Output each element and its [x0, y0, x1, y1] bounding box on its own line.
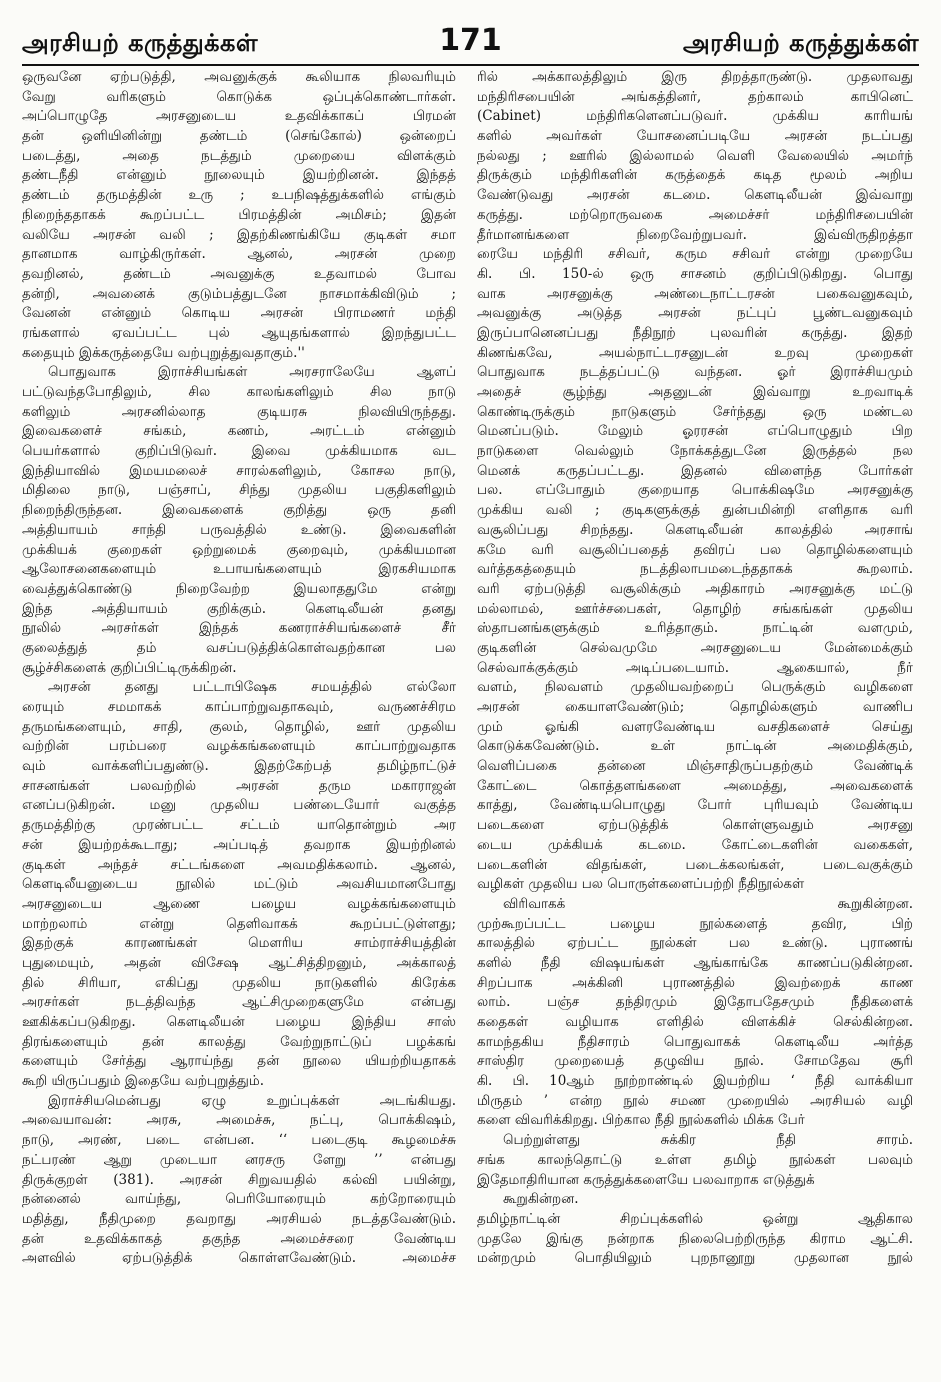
text-line: வளம், நிலவளம் முதலியவற்றைப் பெருக்கும் வழிகளை — [477, 679, 913, 696]
text-line: படைத்து, அதை நடத்தும் முறையை விளக்கும் — [22, 147, 456, 164]
text-line: மிருதம் ’ என்ற நூல் சமண முறையில் அரசியல் வழி — [477, 1092, 913, 1109]
text-line: இதேமாதிரியான கருத்துக்களையே பலவாறாக எடுத்துக் — [477, 1171, 815, 1188]
text-line: அவையாவன்: அரசு, அமைச்சு, நட்பு, பொக்கிஷம், — [22, 1112, 456, 1129]
text-line: குலைத்துத் தம் வசப்படுத்திக்கொள்வதற்கான பல — [22, 639, 456, 656]
text-line: நல்லது ; ஊரில் இல்லாமல் வெளி வேலையில் அமர்ந் — [477, 147, 913, 164]
text-line: நாடுகளை வெல்லும் நோக்கத்துடனே இருத்தல் நல — [477, 443, 913, 460]
text-line: குடிகளின் செல்வமுமே அரசனுடைய மேன்மைக்கும் — [477, 639, 913, 656]
text-line: ஸ்தாபனங்களுக்கும் உரித்தாகும். நாட்டின் வளமும், — [477, 620, 913, 637]
text-line: வெளிப்பகை தன்னை மிஞ்சாதிருப்பதற்கும் வேண்டிக் — [477, 758, 913, 775]
text-line: தீர்மானங்களை நிறைவேற்றுபவர். இவ்விருதிறத்தா — [477, 226, 913, 243]
text-line: ஒருவனே ஏற்படுத்தி, அவனுக்குக் கூலியாக நிலவரியும் — [22, 69, 456, 85]
text-line: நிறைந்திருந்தன. இவைகளைக் குறித்து ஒரு தனி — [22, 502, 456, 519]
text-line: காமந்தகிய நீதிசாரம் பொதுவாகக் கௌடிலீய அர்த்த — [477, 1033, 913, 1050]
text-line: திருக்குறள் (381). அரசன் சிறுவயதில் கல்வி பயின்று, — [22, 1171, 456, 1188]
text-line: வர்த்தகத்தையும் நடத்திலாபமடைந்ததாகக் கூறலாம். — [477, 561, 913, 578]
text-line: கொண்டிருக்கும் நாடுகளும் சேர்ந்தது ஒரு மண்டல — [477, 403, 913, 420]
text-line: செல்வாக்குக்கும் அடிப்படையாம். ஆகையால், நீர் — [477, 659, 913, 676]
text-line: காத்து, வேண்டியபொழுது போர் புரியவும் வேண்டிய — [477, 797, 913, 814]
text-line: மல்லாமல், ஊர்ச்சபைகள், தொழிற் சங்கங்கள் முதலிய — [477, 600, 913, 617]
text-line: படைகளின் விதங்கள், படைக்கலங்கள், படைவகுக்கும் — [477, 856, 913, 873]
text-line: வும் வாக்களிப்பதுண்டு. இதற்கேற்பத் தமிழ்நாட்டுச் — [22, 758, 456, 775]
text-line: இராச்சியமென்பது ஏழு உறுப்புக்கள் அடங்கியது. — [48, 1092, 456, 1109]
text-line: சன் இயற்றக்கூடாது; அப்படித் தவறாக இயற்றினல் — [22, 836, 456, 853]
text-line: தானமாக வாழ்கிருர்கள். ஆனல், அரசன் முறை — [22, 246, 456, 263]
text-line: நாடு, அரண், படை என்பன. ‘‘ படைகுடி கூழமைச்சு — [22, 1132, 456, 1149]
text-line: மந்திரிசபையின் அங்கத்தினர், தற்காலம் காபினெட் — [477, 88, 913, 105]
text-line: வலியே அரசன் வலி ; இதற்கிணங்கியே குடிகள் சமா — [22, 226, 456, 243]
text-line: தமிழ்நாட்டின் சிறப்புக்களில் ஒன்று ஆதிகால — [477, 1210, 913, 1227]
text-line: டைய முக்கியக் கடமை. கோட்டைகளின் வகைகள், — [477, 836, 913, 853]
text-line: கோட்டை கொத்தளங்களை அமைத்து, அவைகளைக் — [477, 777, 913, 794]
running-title-right: அரசியற் கருத்துக்கள் — [682, 29, 919, 57]
text-line: கி. பி. 150-ல் ஒரு சாசனம் குறிப்பிடுகிறது. பொது — [477, 265, 913, 282]
text-line: தன் உதவிக்காகத் தகுந்த அமைச்சரை வேண்டிய — [22, 1230, 456, 1247]
running-title-left: அரசியற் கருத்துக்கள் — [22, 29, 259, 57]
text-line: களையும் சேர்த்து ஆராய்ந்து தன் நூலை யியற்றியதாகக் — [22, 1053, 456, 1070]
text-line: ஆலோசனைகளையும் உபாயங்களையும் இரகசியமாக — [22, 561, 456, 578]
text-line: வேண்டுவது அரசன் கடமை. கௌடிலீயன் இவ்வாறு — [477, 187, 913, 204]
text-line: பொதுவாக நடத்தப்பட்டு வந்தன. ஓர் இராச்சியமும் — [477, 364, 913, 381]
text-line: படைகளை ஏற்படுத்திக் கொள்ளுவதும் அரசனு — [477, 817, 913, 834]
text-line: தன் ஒளியினின்று தண்டம் (செங்கோல்) ஒன்றைப் — [22, 128, 456, 145]
text-line: வழிகள் முதலிய பல பொருள்களைப்பற்றி நீதிநூல்கள் — [477, 876, 805, 893]
text-line: கமே வரி வசூலிப்பதைத் தவிரப் பல தொழில்களையும் — [477, 541, 913, 558]
text-line: கதைகள் வழியாக எளிதில் விளக்கிச் செல்கின்றன. — [477, 1014, 913, 1030]
text-line: அப்பொழுதே அரசனுடைய உதவிக்காகப் பிரமன் — [22, 108, 456, 125]
text-line: காலத்தில் ஏற்பட்ட நூல்கள் பல உண்டு. புராணங் — [477, 935, 913, 952]
page-header — [22, 14, 919, 60]
text-line: ரில் அக்காலத்திலும் இரு திறத்தாருண்டு. முதலாவது — [477, 69, 913, 85]
text-line: இதற்குக் காரணங்கள் மௌரிய சாம்ராச்சியத்தின் — [22, 935, 456, 952]
text-line: ரங்களால் ஏவப்பட்ட புல் ஆயுதங்களால் இறந்துபட்ட — [22, 324, 456, 341]
header-rule — [22, 64, 919, 66]
text-line: திரங்களையும் தன் காலத்து வேற்றுநாட்டுப் பழக்கங் — [22, 1033, 456, 1050]
text-line: பல. எப்போதும் குறையாத பொக்கிஷமே அரசனுக்கு — [477, 482, 913, 499]
text-line: கொடுக்கவேண்டும். உள் நாட்டின் அமைதிக்கும், — [477, 738, 913, 755]
page-number: 171 — [439, 23, 502, 58]
text-line: சாஸ்திர முறையைத் தழுவிய நூல். சோமதேவ சூரி — [477, 1053, 913, 1070]
text-line: வேறு வரிகளும் கொடுக்க ஒப்புக்கொண்டார்கள். — [22, 88, 456, 105]
text-line: களில் அவர்கள் யோசனைப்படியே அரசன் நடப்பது — [477, 128, 913, 145]
text-line: களை விவரிக்கிறது. பிற்கால நீதி நூல்களில் மிக்க பேர் — [477, 1112, 805, 1129]
text-line: அதைச் சூழ்ந்து அதனுடன் இவ்வாறு உறவாடிக் — [477, 384, 913, 400]
text-line: களிலும் அரசனில்லாத குடியரசு நிலவியிருந்தது. — [22, 403, 456, 420]
text-line: குடிகள் அந்தச் சட்டங்களை அவமதிக்கலாம். ஆனல், — [22, 856, 456, 873]
text-line: அரசர்கள் நடத்திவந்த ஆட்சிமுறைகளுமே என்பது — [22, 994, 456, 1011]
text-line: அரசனுடைய ஆணை பழைய வழக்கங்களையும் — [22, 895, 456, 912]
text-line: தில் சிரியா, எகிப்து முதலிய நாடுகளில் கிரேக்க — [22, 974, 456, 991]
left-text-column — [22, 68, 456, 1380]
text-line: தன்றி, அவனைக் குடும்பத்துடனே நாசமாக்கிவிடும் ; — [22, 285, 456, 302]
text-line: இந்தியாவில் இமயமலைச் சாரல்களிலும், கோசல நாடு, — [22, 462, 456, 479]
text-line: கதையும் இக்கருத்தையே வற்புறுத்துவதாகும்.'' — [22, 344, 305, 361]
text-line: தவறினல், தண்டம் அவனுக்கு உதவாமல் போவ — [22, 265, 456, 282]
text-line: விரிவாகக் கூறுகின்றன. — [503, 895, 913, 912]
text-line: கௌடிலீயனுடைய நூலில் மட்டும் அவசியமானபோது — [22, 876, 456, 893]
text-line: சங்க காலந்தொட்டு உள்ள தமிழ் நூல்கள் பலவும் — [477, 1151, 913, 1168]
text-line: கருத்து. மற்றொருவகை அமைச்சர் மந்திரிசபையின் — [477, 206, 913, 223]
text-line: ஊகிக்கப்படுகிறது. கௌடிலீயன் பழைய இந்திய சாஸ் — [22, 1014, 456, 1030]
text-line: தண்டம் தருமத்தின் உரு ; உபநிஷத்துக்களில் எங்கும் — [22, 187, 456, 204]
text-line: முற்கூறப்பட்ட பழைய நூல்களைத் தவிர, பிற் — [477, 915, 913, 932]
text-line: திருக்கும் மந்திரிகளின் கருத்தைக் கடித மூலம் அறிய — [477, 167, 913, 184]
text-line: முதலே இங்கு நன்றாக நிலைபெற்றிருந்த கிராம ஆட்சி. — [477, 1230, 913, 1247]
text-line: அரசன் தனது பட்டாபிஷேக சமயத்தில் எல்லோ — [48, 679, 456, 696]
text-line: இந்த அத்தியாயம் குறிக்கும். கௌடிலீயன் தனது — [22, 600, 456, 617]
text-line: அரசன் கையாளவேண்டும்; தொழில்களும் வாணிப — [477, 699, 913, 715]
text-line: பொதுவாக இராச்சியங்கள் அரசராலேயே ஆளப் — [48, 364, 456, 381]
text-line: புதுமையும், அதன் விசேஷ ஆட்சித்திறனும், அக்காலத் — [22, 954, 456, 971]
right-text-column — [477, 68, 913, 1380]
text-line: நூலில் அரசர்கள் இந்தக் கணராச்சியங்களைச் சீர் — [22, 620, 456, 637]
text-line: ரையும் சமமாகக் காப்பாற்றுவதாகவும், வருணச்சிரம — [22, 699, 456, 715]
text-line: மாற்றலாம் என்று தெளிவாகக் கூறப்பட்டுள்ளது; — [22, 915, 456, 932]
text-line: வாக அரசனுக்கு அண்டைநாட்டரசன் பகைவனுகவும், — [477, 285, 913, 302]
text-line: பெயர்களால் குறிப்பிடுவர். இவை முக்கியமாக வட — [22, 443, 456, 460]
text-line: வற்றின் பரம்பரை வழக்கங்களையும் காப்பாற்றுவதாக — [22, 738, 456, 755]
text-line: நன்னைல் வாய்ந்து, பெரியோரையும் கற்றோரையும் — [22, 1191, 456, 1208]
text-line: (Cabinet) மந்திரிகளெனப்படுவர். முக்கிய காரியங் — [477, 108, 913, 125]
text-line: கிணங்கவே, அயல்நாட்டரசனுடன் உறவு முறைகள் — [477, 344, 913, 361]
text-line: கூறுகின்றன. — [503, 1191, 579, 1208]
text-line: தருமத்திற்கு முரண்பட்ட சட்டம் யாதொன்றும் அர — [22, 817, 456, 834]
text-line: மதித்து, நீதிமுறை தவறாது அரசியல் நடத்தவேண்டும். — [22, 1210, 456, 1227]
text-line: பெற்றுள்ளது சுக்கிர நீதி சாரம். — [503, 1132, 913, 1149]
text-line: மெனக் கருதப்பட்டது. இதனல் விளைந்த போர்கள் — [477, 462, 913, 479]
text-line: இருப்பானெனப்பது நீதிநூற் புலவரின் கருத்து. இதற் — [477, 324, 913, 341]
text-line: அளவில் ஏற்படுத்திக் கொள்ளவேண்டும். அமைச்ச — [22, 1250, 456, 1267]
text-line: வைத்துக்கொண்டு நிறைவேற்ற இயலாததுமே என்று — [22, 580, 456, 597]
text-line: எனப்படுகிறன். மனு முதலிய பண்டையோர் வகுத்த — [22, 797, 456, 814]
text-line: சாசனங்கள் பலவற்றில் அரசன் தரும மகாராஜன் — [22, 777, 456, 794]
text-line: நிறைந்ததாகக் கூறப்பட்ட பிரமத்தின் அமிசம்; இதன் — [22, 206, 456, 223]
text-line: முக்கிய வலி ; குடிகளுக்குத் துன்பமின்றி எளிதாக வரி — [477, 502, 913, 519]
text-line: வரி ஏற்படுத்தி வசூலிக்கும் அதிகாரம் அரசனுக்கு மட்டு — [477, 580, 913, 597]
text-line: கி. பி. 10ஆம் நூற்றாண்டில் இயற்றிய ‘ நீதி வாக்கியா — [477, 1073, 913, 1090]
text-line: அவனுக்கு அடுத்த அரசன் நட்புப் பூண்டவனுகவும் — [477, 305, 913, 322]
text-line: மெனப்படும். மேலும் ஓரரசன் எப்பொழுதும் பிற — [477, 423, 913, 440]
text-line: தருமங்களையும், சாதி, குலம், தொழில், ஊர் முதலிய — [22, 718, 456, 735]
text-line: வேனன் என்னும் கொடிய அரசன் பிராமணர் மந்தி — [22, 305, 456, 322]
text-line: பட்டுவந்தபோதிலும், சில காலங்களிலும் சில நாடு — [22, 384, 456, 400]
text-line: கூறி யிருப்பதும் இதையே வற்புறுத்தும். — [22, 1073, 265, 1090]
text-line: தண்டநீதி என்னும் நூலையும் இயற்றினன். இந்தத் — [22, 167, 456, 184]
text-line: மன்றமும் பொதியிலும் புறநானூறு முதலான நூல் — [477, 1250, 913, 1267]
text-line: சூழ்ச்சிகளைக் குறிப்பிட்டிருக்கிறன். — [22, 659, 237, 676]
text-line: மும் ஓங்கி வளரவேண்டிய வசதிகளைச் செய்து — [477, 718, 913, 735]
text-line: மிதிலை நாடு, பஞ்சாப், சிந்து முதலிய பகுதிகளிலும் — [22, 482, 456, 499]
text-line: சிறப்பாக அக்கினி புராணத்தில் இவற்றைக் காண — [477, 974, 913, 991]
text-line: முக்கியக் குறைகள் ஒற்றுமைக் குறைவும், முக்கியமான — [22, 541, 456, 558]
text-line: இவைகளைச் சங்கம், கணம், அரட்டம் என்னும் — [22, 423, 456, 440]
text-line: நட்பரண் ஆறு முடையா னரசரு ளேறு ’’ என்பது — [22, 1151, 456, 1168]
text-line: களில் நீதி விஷயங்கள் ஆங்காங்கே காணப்படுகின்றன. — [477, 954, 913, 971]
text-line: லாம். பஞ்ச தந்திரமும் இதோபதேசமும் நீதிகளைக் — [477, 994, 913, 1011]
text-line: வசூலிப்பது சிறந்தது. கௌடிலீயன் காலத்தில் அரசாங் — [477, 521, 913, 538]
text-line: அத்தியாயம் சாந்தி பருவத்தில் உண்டு. இவைகளின் — [22, 521, 456, 538]
text-line: ரையே மந்திரி சசிவர், கரும சசிவர் என்று முறையே — [477, 246, 913, 263]
